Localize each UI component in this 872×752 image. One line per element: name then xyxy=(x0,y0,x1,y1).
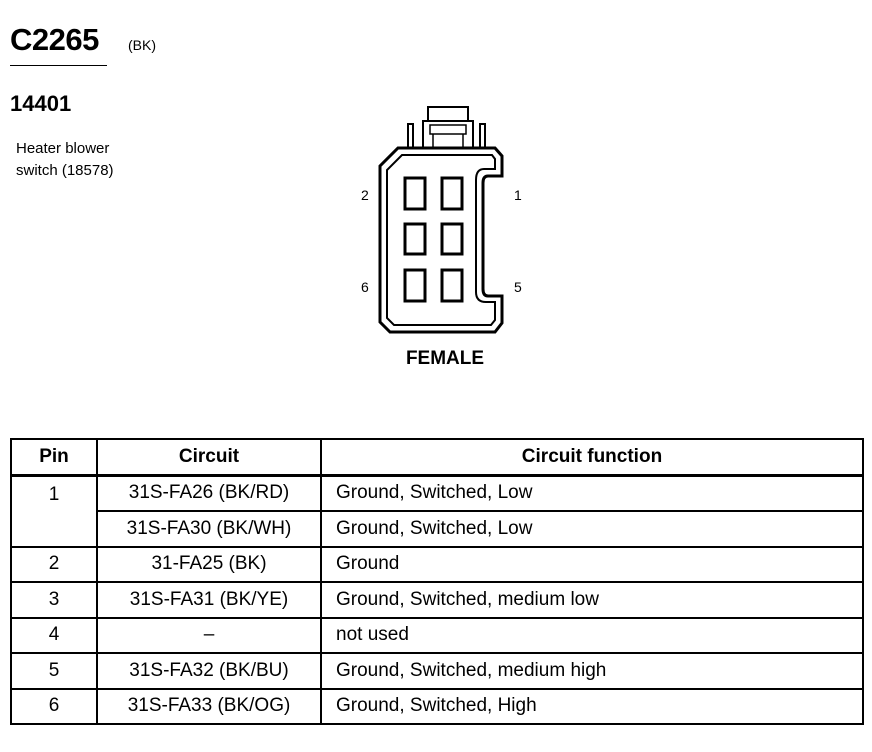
table-row xyxy=(11,689,863,725)
circuit-cell: – xyxy=(97,618,321,654)
column-header-function: Circuit function xyxy=(321,439,863,475)
circuit-cell: 31S-FA33 (BK/OG) xyxy=(97,689,321,725)
table-row xyxy=(11,582,863,618)
function-cell: Ground xyxy=(321,547,863,583)
table-row xyxy=(11,653,863,689)
table-header-row xyxy=(11,439,863,475)
component-name-line-1: Heater blower xyxy=(16,140,110,157)
function-cell: not used xyxy=(321,618,863,654)
column-header-circuit: Circuit xyxy=(97,439,321,475)
pin-cell: 3 xyxy=(11,582,97,618)
circuit-cell: 31S-FA26 (BK/RD) xyxy=(97,475,321,511)
cavity-pin-5 xyxy=(442,270,462,301)
circuit-cell: 31S-FA32 (BK/BU) xyxy=(97,653,321,689)
pin-label-2: 2 xyxy=(361,187,369,203)
pin-label-6: 6 xyxy=(361,279,369,295)
pin-cell: 5 xyxy=(11,653,97,689)
pin-label-5: 5 xyxy=(514,279,522,295)
pin-cell: 6 xyxy=(11,689,97,725)
part-number: 14401 xyxy=(10,91,72,116)
function-cell: Ground, Switched, High xyxy=(321,689,863,725)
cavity-pin-6 xyxy=(405,270,425,301)
column-header-pin: Pin xyxy=(11,439,97,475)
table-row xyxy=(11,511,863,547)
connector-id: C2265 xyxy=(10,22,99,57)
pin-label-1: 1 xyxy=(514,187,522,203)
cavity-pin-1 xyxy=(442,178,462,209)
pin-cell: 2 xyxy=(11,547,97,583)
pin-cell: 4 xyxy=(11,618,97,654)
pin-cell: 1 xyxy=(11,475,97,547)
circuit-cell: 31S-FA31 (BK/YE) xyxy=(97,582,321,618)
table-row xyxy=(11,618,863,654)
connector-diagram xyxy=(340,100,560,380)
cavity-pin-2 xyxy=(405,178,425,209)
table-row xyxy=(11,547,863,583)
circuit-cell: 31-FA25 (BK) xyxy=(97,547,321,583)
component-name-line-2: switch (18578) xyxy=(16,162,114,179)
function-cell: Ground, Switched, medium low xyxy=(321,582,863,618)
pinout-table xyxy=(10,438,864,725)
connector-latch xyxy=(423,107,473,148)
title-underline xyxy=(10,65,107,66)
function-cell: Ground, Switched, Low xyxy=(321,475,863,511)
function-cell: Ground, Switched, Low xyxy=(321,511,863,547)
cavity-pin-4 xyxy=(405,224,425,254)
function-cell: Ground, Switched, medium high xyxy=(321,653,863,689)
table-row xyxy=(11,475,863,511)
cavity-pin-3 xyxy=(442,224,462,254)
connector-color-code: (BK) xyxy=(128,37,156,53)
view-label: FEMALE xyxy=(405,348,485,369)
circuit-cell: 31S-FA30 (BK/WH) xyxy=(97,511,321,547)
